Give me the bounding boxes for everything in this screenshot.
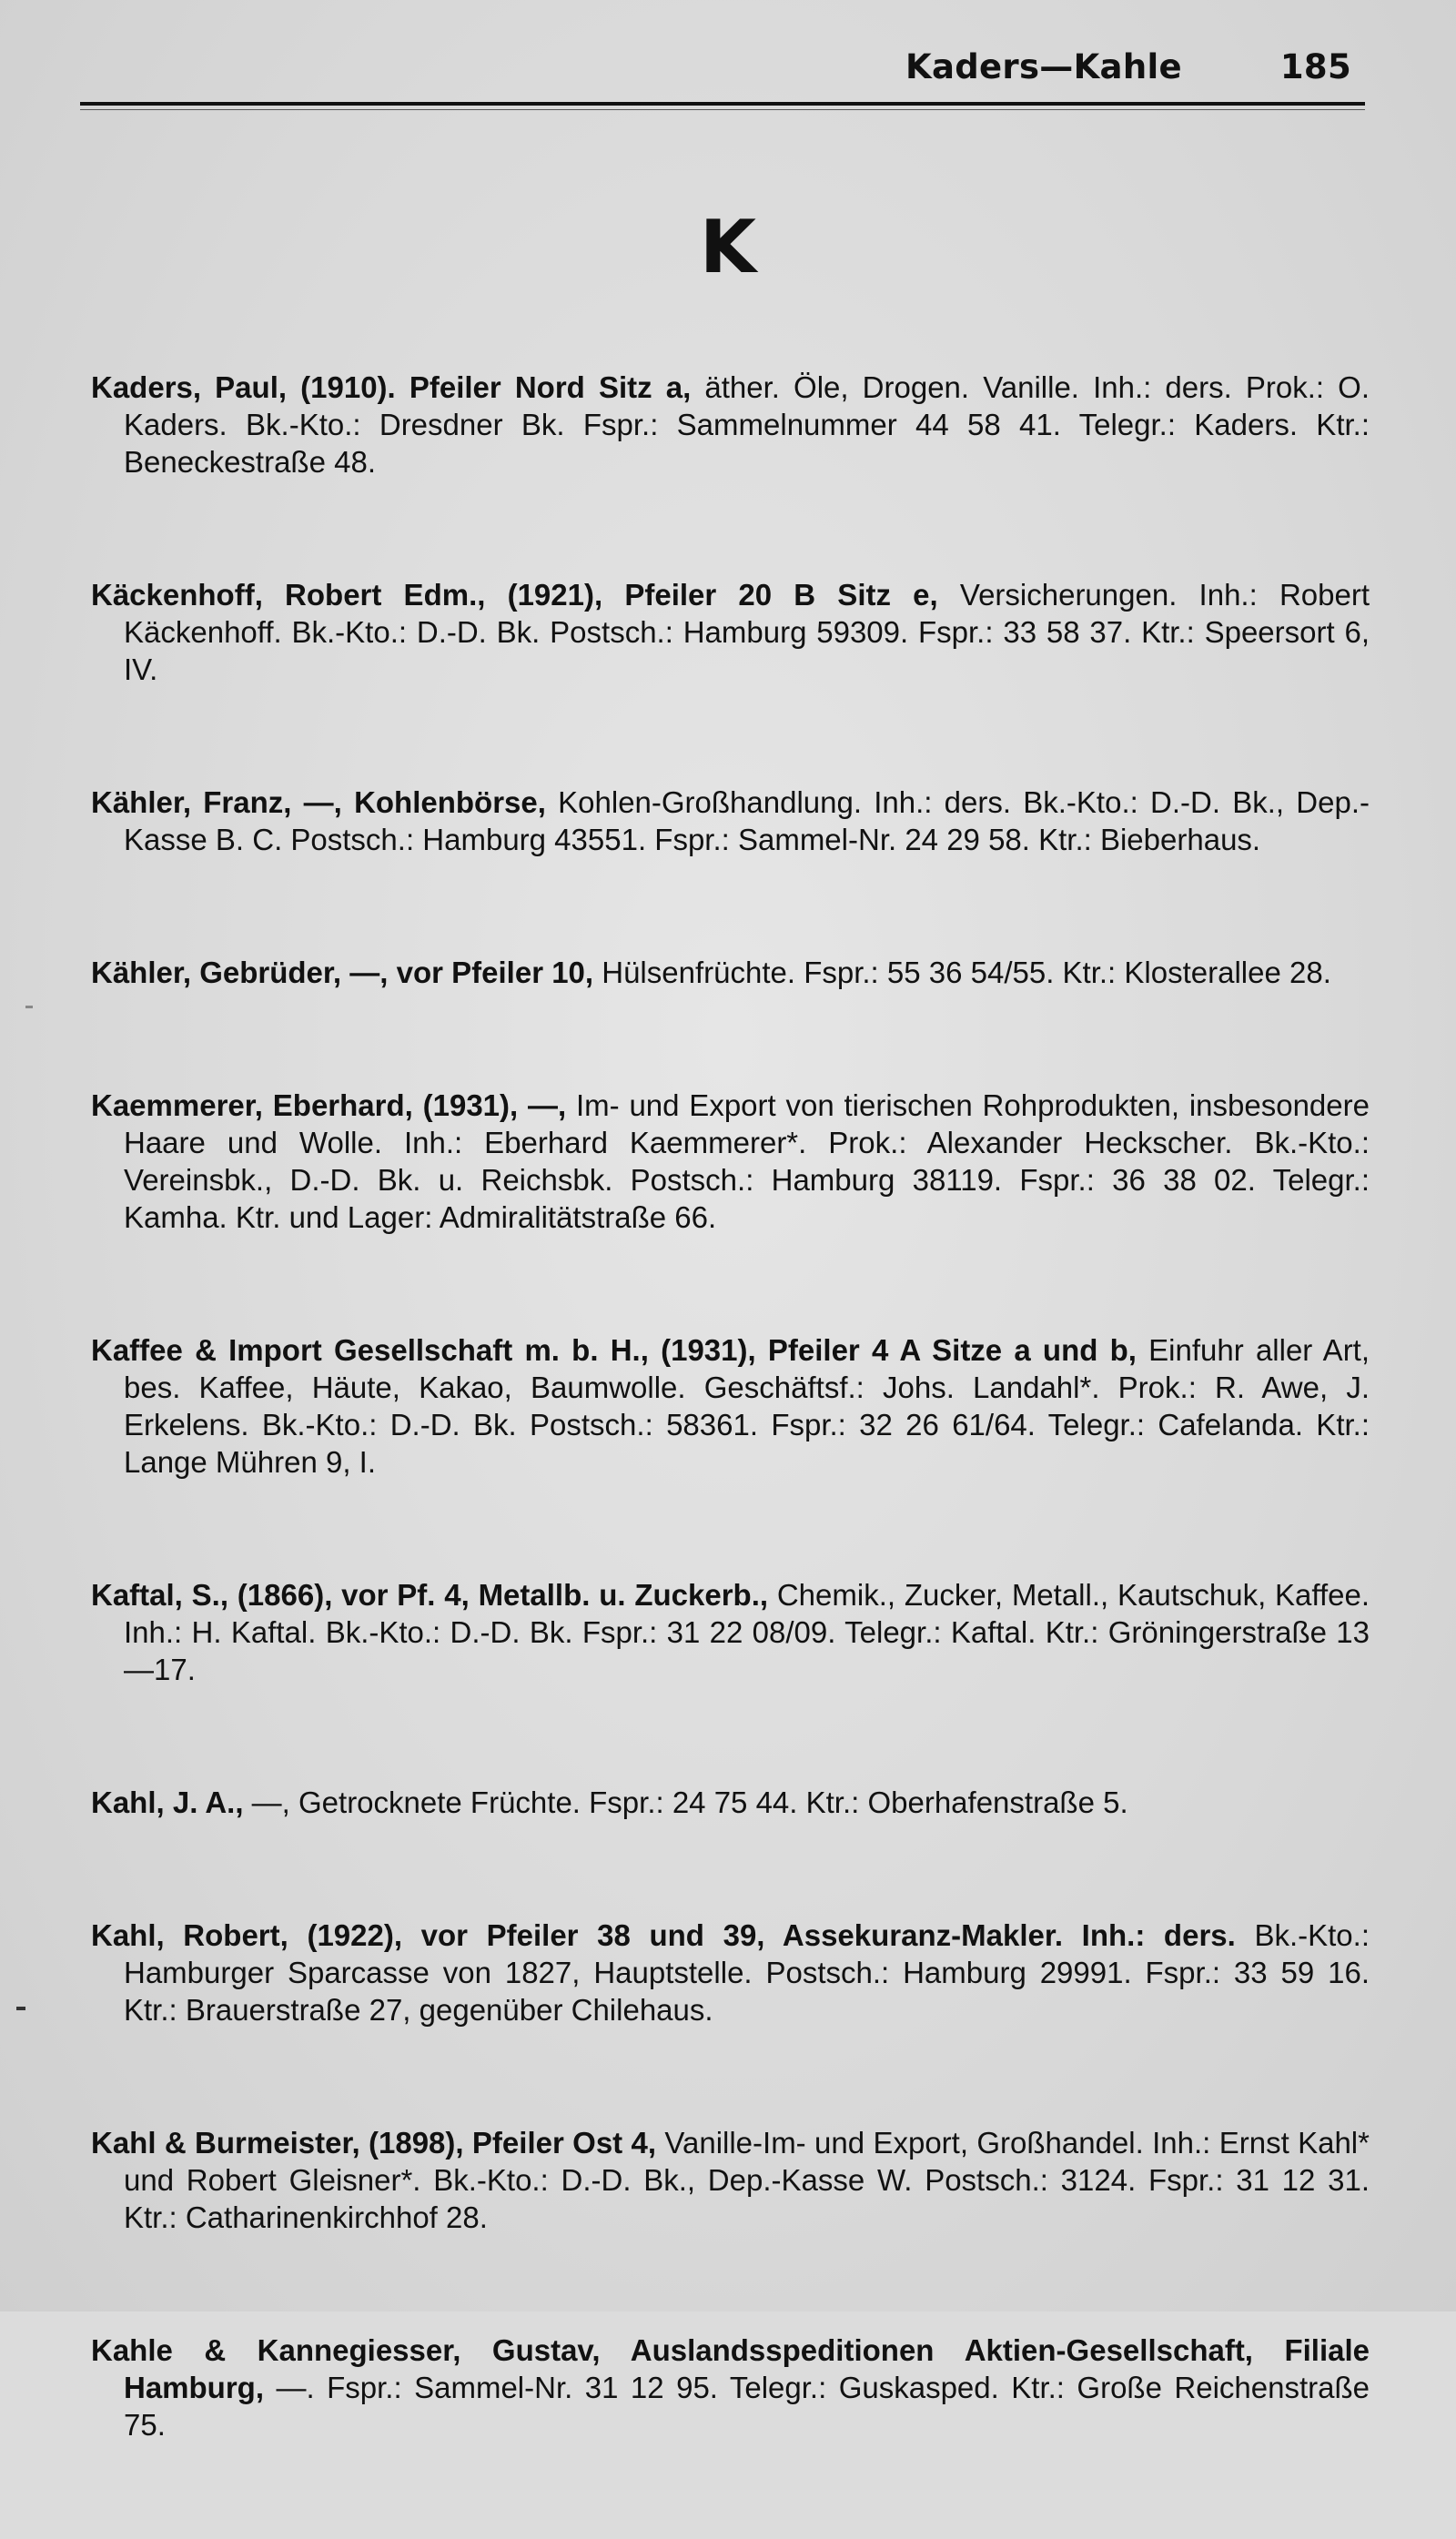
- entry-text: Kohlen-Großhandlung. Inh.: ders. Bk.-Kto.: D.-D. Bk., Dep.-Kasse B. C. Postsch.: Hamburg 43551. Fspr.: Sammel-Nr. 24 29 58. Ktr.: Bieberhaus.: [124, 785, 1370, 856]
- entry-location: Pfeiler Ost 4,: [471, 2126, 657, 2160]
- header-rule-thin: [80, 109, 1365, 110]
- entry-location: vor Pfeiler 10,: [396, 956, 594, 989]
- margin-mark: [16, 2007, 25, 2010]
- margin-mark: [25, 1006, 33, 1008]
- entry-text: Hülsenfrüchte. Fspr.: 55 36 54/55. Ktr.: Klosterallee 28.: [602, 956, 1331, 989]
- entry-name: Käckenhoff, Robert Edm.,: [91, 578, 486, 612]
- entry-text: Einfuhr aller Art, bes. Kaffee, Häute, Kakao, Baumwolle. Geschäftsf.: Johs. Landahl*. Prok.: R. Awe, J. Erkelens. Bk.-Kto.: D.-D. Bk. Postsch.: 58361. Fspr.: 32 26 61/64. Telegr.: Cafelanda. Ktr.: Lange Mühren 9, I.: [124, 1333, 1370, 1479]
- entry-year: (1931),: [422, 1088, 519, 1122]
- entry-year: (1921),: [507, 578, 603, 612]
- section-letter: K: [700, 205, 756, 289]
- entry-text: Bk.-Kto.: Hamburger Sparcasse von 1827, Hauptstelle. Postsch.: Hamburg 29991. Fspr.: 33 59 16. Ktr.: Brauerstraße 27, gegenüber Chilehaus.: [124, 1918, 1370, 2027]
- entry-location: Pfeiler 4 A Sitze a und b,: [767, 1333, 1137, 1367]
- entry-year: —,: [349, 956, 389, 989]
- entry-location: vor Pfeiler 38 und 39, Assekuranz-Makler. Inh.: ders.: [420, 1918, 1236, 1952]
- entry-name: Kaftal, S.,: [91, 1578, 228, 1612]
- entry-name: Kähler, Franz,: [91, 785, 292, 819]
- directory-entry: [91, 1087, 1370, 1236]
- entry-text: Getrocknete Früchte. Fspr.: 24 75 44. Ktr.: Oberhafenstraße 5.: [298, 1785, 1128, 1819]
- entry-year: (1898),: [369, 2126, 464, 2160]
- directory-entry: [91, 576, 1370, 688]
- entry-list: [91, 339, 1370, 2539]
- directory-entry: [91, 954, 1370, 991]
- directory-entry: [91, 1576, 1370, 1688]
- entry-year: —.: [276, 2371, 315, 2404]
- directory-entry: [91, 369, 1370, 480]
- entry-text: äther. Öle, Drogen. Vanille. Inh.: ders. Prok.: O. Kaders. Bk.-Kto.: Dresdner Bk. Fspr.: Sammelnummer 44 58 41. Telegr.: Kaders. Ktr.: Beneckestraße 48.: [124, 370, 1370, 479]
- entry-name: Kahle & Kannegiesser, Gustav, Auslandsspeditionen Aktien-Gesellschaft, Filiale Hamburg,: [91, 2333, 1370, 2404]
- entry-name: Kaemmerer, Eberhard,: [91, 1088, 413, 1122]
- entry-location: Pfeiler 20 B Sitz e,: [624, 578, 938, 612]
- entry-year: (1922),: [307, 1918, 403, 1952]
- running-head: [905, 47, 1351, 86]
- header-rule: [80, 102, 1365, 106]
- entry-text: Fspr.: Sammel-Nr. 31 12 95. Telegr.: Guskasped. Ktr.: Große Reichenstraße 75.: [124, 2371, 1370, 2442]
- entry-name: Kahl, Robert,: [91, 1918, 288, 1952]
- directory-entry: [91, 1784, 1370, 1821]
- directory-entry: [91, 784, 1370, 858]
- directory-entry: [91, 1331, 1370, 1481]
- entry-text: Vanille-Im- und Export, Großhandel. Inh.: Ernst Kahl* und Robert Gleisner*. Bk.-Kto.: D.-D. Bk., Dep.-Kasse W. Postsch.: 3124. Fspr.: 31 12 31. Ktr.: Catharinenkirchhof 28.: [124, 2126, 1370, 2234]
- entry-year: (1931),: [661, 1333, 756, 1367]
- page-number: 185: [1279, 47, 1351, 86]
- entry-location: Pfeiler Nord Sitz a,: [409, 370, 692, 404]
- entry-name: Kahl, J. A.,: [91, 1785, 244, 1819]
- entry-location: —,: [528, 1088, 567, 1122]
- entry-name: Kaders, Paul,: [91, 370, 288, 404]
- directory-entry: [91, 1917, 1370, 2028]
- entry-text: Chemik., Zucker, Metall., Kautschuk, Kaffee. Inh.: H. Kaftal. Bk.-Kto.: D.-D. Bk. Fspr.: 31 22 08/09. Telegr.: Kaftal. Ktr.: Gröningerstraße 13—17.: [124, 1578, 1370, 1686]
- entry-year: —,: [303, 785, 342, 819]
- entry-location: Kohlenbörse,: [354, 785, 546, 819]
- entry-year: —,: [251, 1785, 290, 1819]
- entry-text: Versicherungen. Inh.: Robert Käckenhoff. Bk.-Kto.: D.-D. Bk. Postsch.: Hamburg 59309. Fspr.: 33 58 37. Ktr.: Speersort 6, IV.: [124, 578, 1370, 686]
- entry-text: Im- und Export von tierischen Rohprodukten, insbesondere Haare und Wolle. Inh.: Eberhard Kaemmerer*. Prok.: Alexander Heckscher. Bk.-Kto.: Vereinsbk., D.-D. Bk. u. Reichsbk. Postsch.: Hamburg 38119. Fspr.: 36 38 02. Telegr.: Kamha. Ktr. und Lager: Admiralitätstraße 66.: [124, 1088, 1370, 1234]
- entry-location: vor Pf. 4, Metallb. u. Zuckerb.,: [341, 1578, 769, 1612]
- directory-entry: [91, 2332, 1370, 2443]
- entry-name: Kaffee & Import Gesellschaft m. b. H.,: [91, 1333, 649, 1367]
- running-head-title: Kaders—Kahle: [905, 47, 1182, 86]
- entry-year: (1866),: [237, 1578, 333, 1612]
- directory-entry: [91, 2124, 1370, 2236]
- entry-name: Kähler, Gebrüder,: [91, 956, 342, 989]
- entry-year: (1910).: [300, 370, 396, 404]
- entry-name: Kahl & Burmeister,: [91, 2126, 360, 2160]
